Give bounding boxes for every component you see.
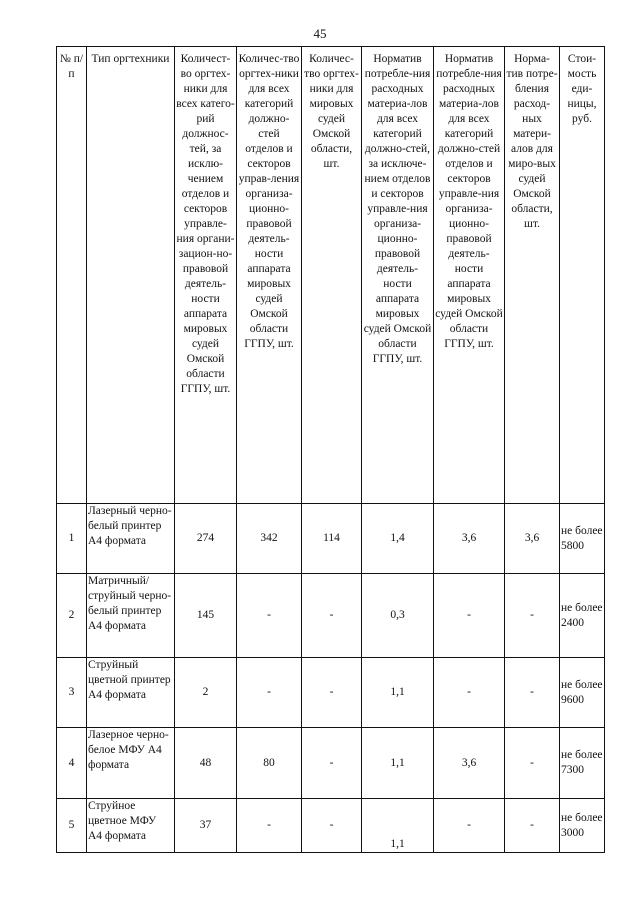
row-norm-general: 0,3 [362, 574, 434, 658]
row-unit-cost: не более 9600 [560, 658, 605, 728]
row-equipment-name: Матричный/ струйный черно-белый принтер А4 формата [87, 574, 175, 658]
row-equipment-name: Лазерное черно-белое МФУ А4 формата [87, 728, 175, 799]
header-quantity-general: Количест-во оргтех-ники для всех катего-рий должнос-тей, за исклю-чением отделов и секторов управле-ния органи-зацион-но-правовой деятель-ности аппарата мировых судей Омской области ГГПУ, шт. [175, 47, 237, 504]
header-norm-general: Норматив потребле-ния расходных материа-лов для всех категорий должно-стей, за исключе-нием отделов и секторов управле-ния организа-ционно-правовой деятель-ности аппарата мировых судей Омской области ГГПУ, шт. [362, 47, 434, 504]
row-norm-departments: - [434, 574, 505, 658]
row-number: 1 [57, 504, 87, 574]
table-header-row [57, 47, 605, 504]
header-unit-cost: Стои-мость еди-ницы, руб. [560, 47, 605, 504]
row-norm-general: 1,1 [362, 728, 434, 799]
row-number: 2 [57, 574, 87, 658]
header-quantity-departments: Количес-тво оргтех-ники для всех категорий должно-стей отделов и секторов управ-ления организа-ционно-правовой деятель-ности аппарата мировых судей Омской области ГГПУ, шт. [237, 47, 302, 504]
row-quantity-departments: - [237, 574, 302, 658]
row-number: 5 [57, 799, 87, 853]
table-row [57, 799, 605, 853]
row-norm-departments: - [434, 658, 505, 728]
row-quantity-general: 2 [175, 658, 237, 728]
header-quantity-judges: Количес-тво оргтех-ники для мировых судей Омской области, шт. [302, 47, 362, 504]
row-quantity-judges: - [302, 799, 362, 853]
row-equipment-name: Струйное цветное МФУ А4 формата [87, 799, 175, 853]
row-norm-departments: 3,6 [434, 504, 505, 574]
row-quantity-general: 48 [175, 728, 237, 799]
equipment-norms-table [56, 46, 605, 853]
row-quantity-judges: - [302, 574, 362, 658]
row-quantity-general: 274 [175, 504, 237, 574]
row-unit-cost: не более 2400 [560, 574, 605, 658]
row-norm-judges: - [505, 658, 560, 728]
row-norm-judges: - [505, 799, 560, 853]
row-number: 4 [57, 728, 87, 799]
row-unit-cost: не более 3000 [560, 799, 605, 853]
row-equipment-name: Лазерный черно-белый принтер А4 формата [87, 504, 175, 574]
header-number: № п/п [57, 47, 87, 504]
row-quantity-judges: - [302, 728, 362, 799]
row-quantity-general: 145 [175, 574, 237, 658]
row-norm-general: 1,1 [362, 658, 434, 728]
row-norm-general: 1,4 [362, 504, 434, 574]
row-equipment-name: Струйный цветной принтер А4 формата [87, 658, 175, 728]
row-quantity-departments: 342 [237, 504, 302, 574]
table-row [57, 658, 605, 728]
row-quantity-general: 37 [175, 799, 237, 853]
row-quantity-judges: 114 [302, 504, 362, 574]
page-number: 45 [313, 26, 327, 41]
header-norm-departments: Норматив потребле-ния расходных материа-лов для всех категорий должно-стей отделов и секторов управле-ния организа-ционно-правовой деятель-ности аппарата мировых судей Омской области ГГПУ, шт. [434, 47, 505, 504]
table-row [57, 504, 605, 574]
header-equipment-type: Тип оргтехники [87, 47, 175, 504]
table-row [57, 728, 605, 799]
row-quantity-departments: 80 [237, 728, 302, 799]
row-quantity-departments: - [237, 658, 302, 728]
row-quantity-judges: - [302, 658, 362, 728]
row-norm-judges: - [505, 728, 560, 799]
row-unit-cost: не более 5800 [560, 504, 605, 574]
row-unit-cost: не более 7300 [560, 728, 605, 799]
row-norm-judges: 3,6 [505, 504, 560, 574]
table-row [57, 574, 605, 658]
header-norm-judges: Норма-тив потре-бления расход-ных матери-алов для миро-вых судей Омской области, шт. [505, 47, 560, 504]
row-quantity-departments: - [237, 799, 302, 853]
row-norm-judges: - [505, 574, 560, 658]
row-norm-departments: - [434, 799, 505, 853]
row-norm-departments: 3,6 [434, 728, 505, 799]
row-norm-general: 1,1 [362, 799, 434, 853]
row-number: 3 [57, 658, 87, 728]
